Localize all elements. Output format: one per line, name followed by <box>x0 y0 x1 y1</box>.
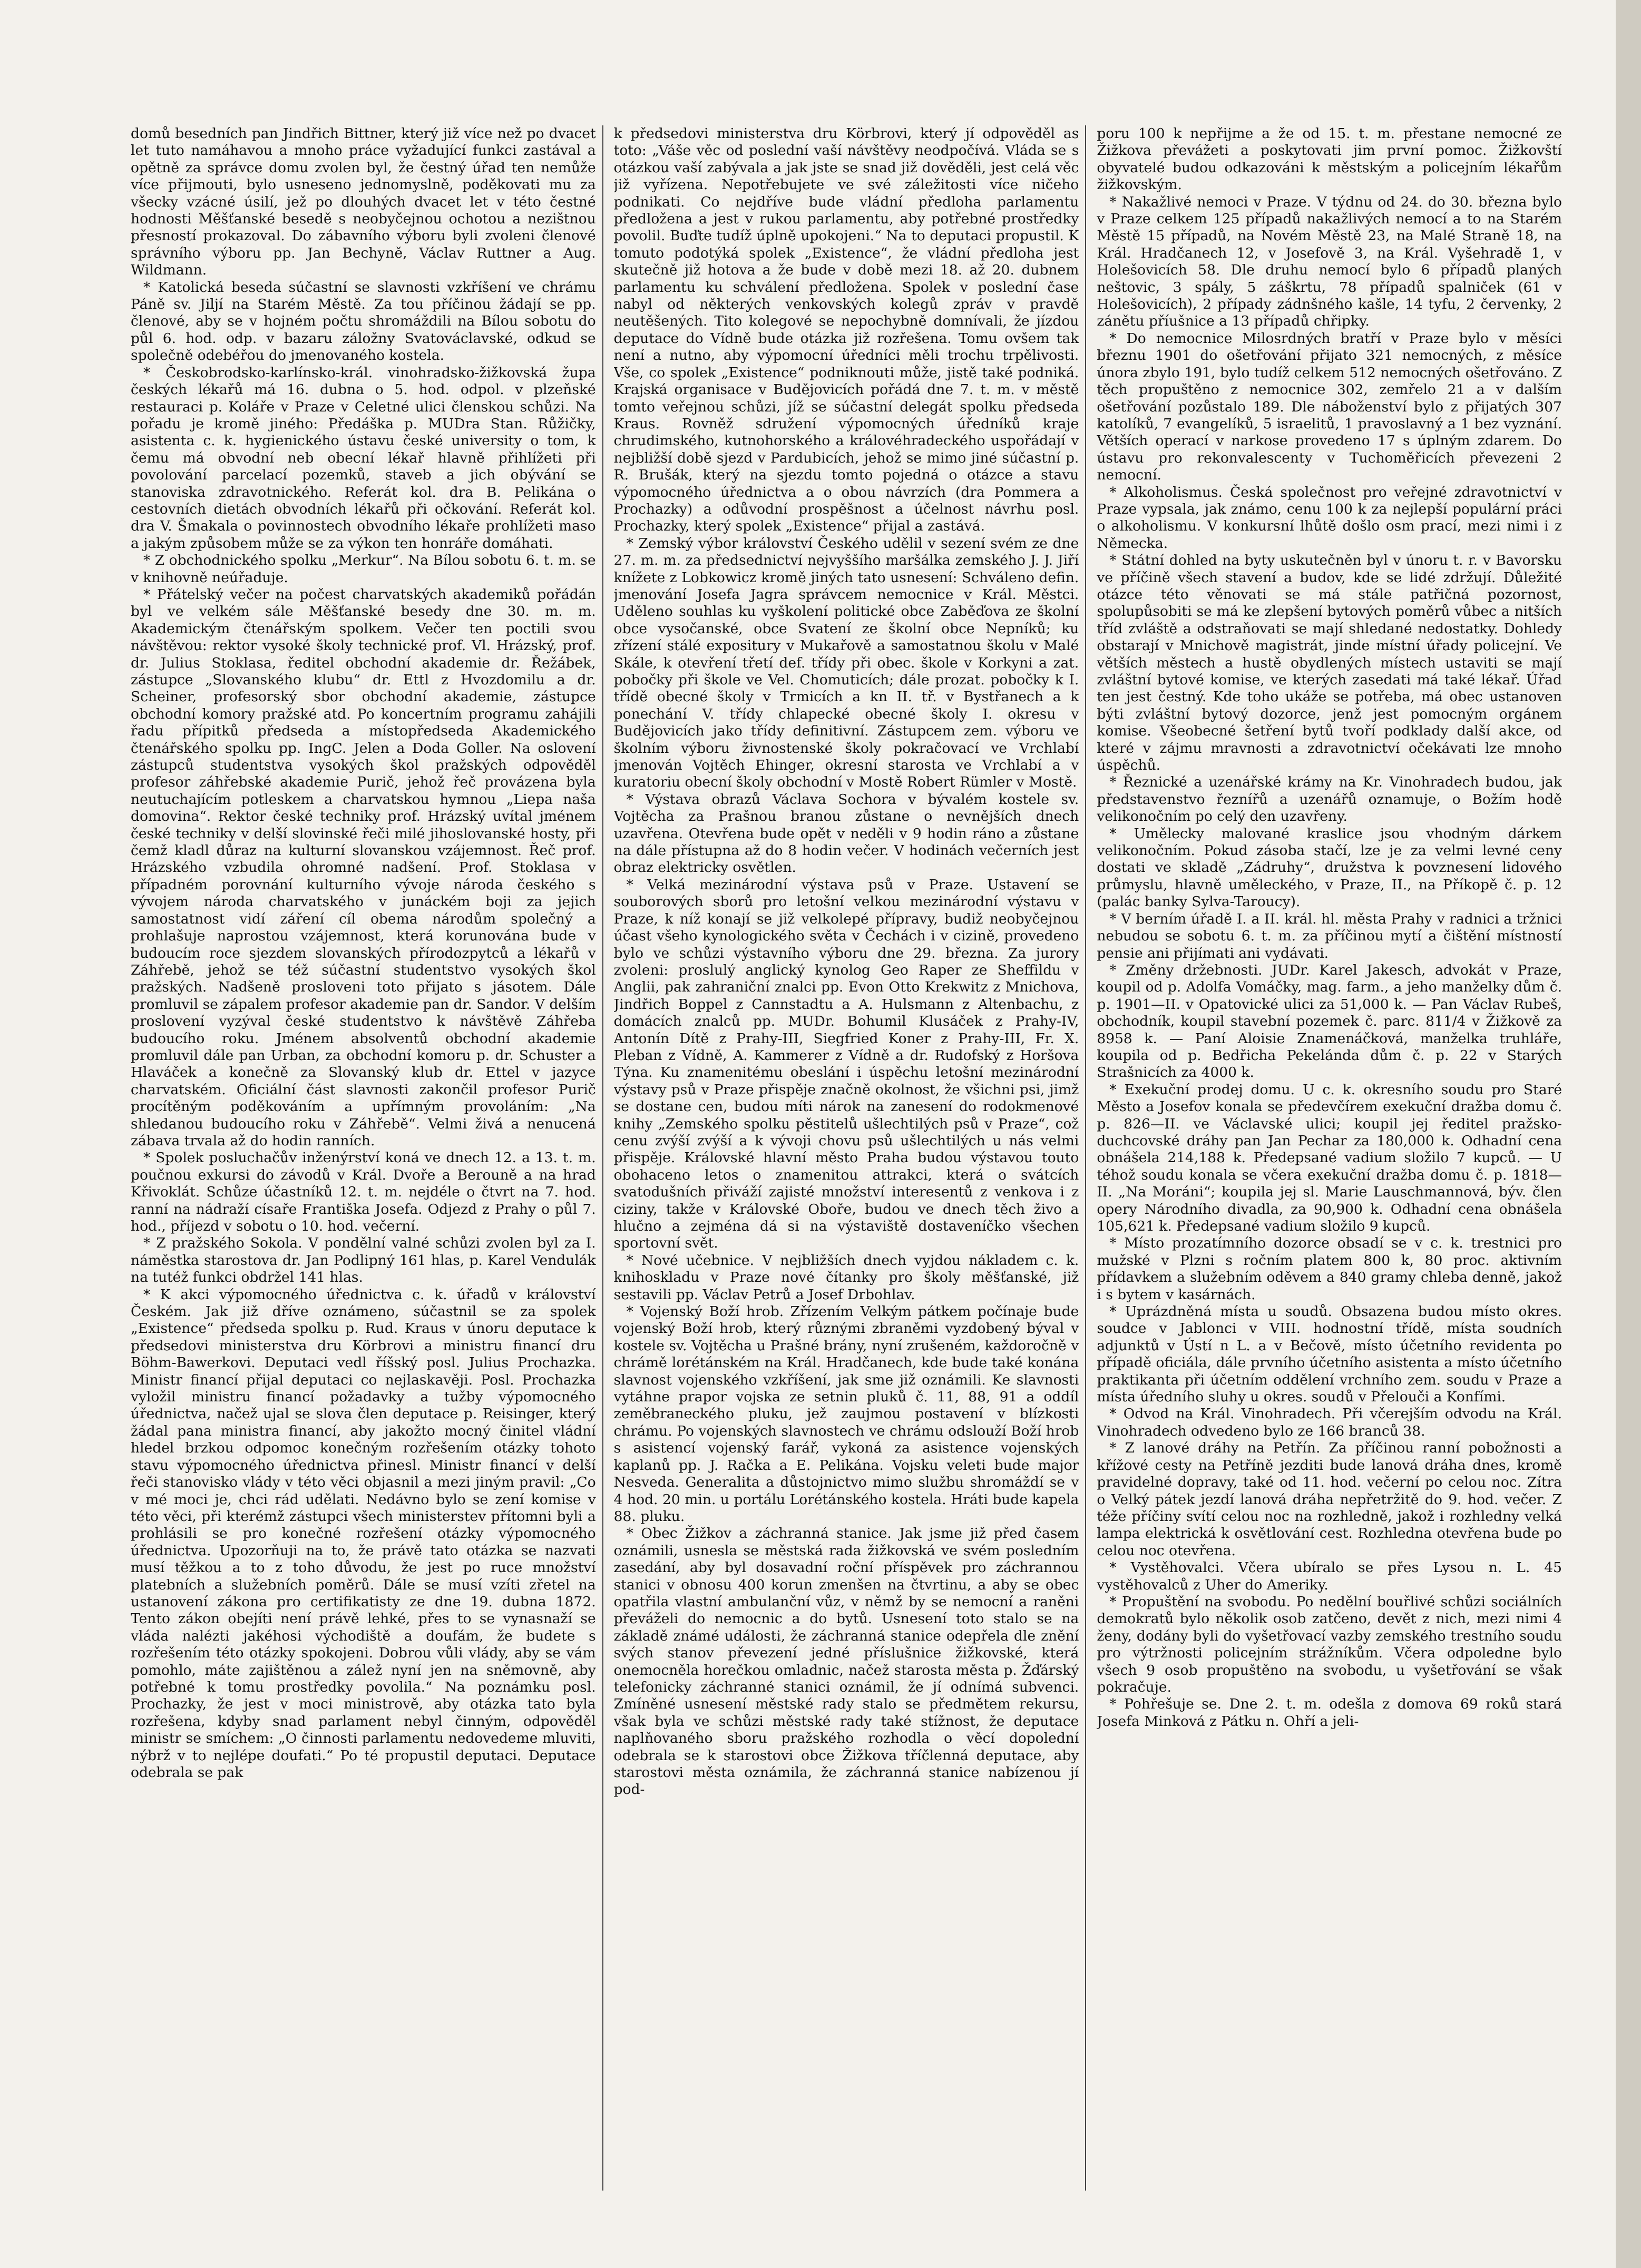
paragraph: * Obec Žižkov a záchranná stanice. Jak jsme již před časem oznámili, usnesla se městská rada žižkovská ve svém posledním zasedání, aby byl dosavadní roční příspěvek pro záchrannou stanici v obnosu 400 korun zmenšen na čtvrtinu, a aby se obec opatřila vlastní ambulanční vůz, v němž by se nemocní a raněni převáželi do nemocnic a do bytů. Usnesení toto stalo se na základě známé události, že záchranná stanice odepřela dle znění svých stanov převezení jedné příslušnice žižkovské, která onemocněla horečkou omladnic, načež starosta města p. Žďárský telefonicky záchranné stanici oznámil, že jí odnímá subvenci. Zmíněné usnesení městské rady stalo se předmětem rekursu, však byla ve schůzi městské rady také stížnost, že deputace naplňovaného sboru pražského rozhodla o věcí dopolední odebrala se k starostovi obce Žižkova tříčlenná deputace, aby starostovi města oznámila, že záchranná stanice nabízenou jí pod- <box>613 1525 1079 1798</box>
paragraph: * Do nemocnice Milosrdných bratří v Praze bylo v měsíci březnu 1901 do ošetřování přijato 321 nemocných, z měsíce února zbylo 191, bylo tudíž celkem 512 nemocných ošetřováno. Z těch propuštěno z nemocnice 302, zemřelo 21 a v dalším ošetřování pozůstalo 189. Dle náboženství bylo z přijatých 307 katolíků, 7 evangelíků, 5 israelitů, 1 pravoslavný a 1 bez vyznání. Větších operací v narkose provedeno 17 s úplným zdarem. Do ústavu pro rekonvalescenty v Tuchoměřicích převezeni 2 nemocní. <box>1097 330 1562 484</box>
column-1 <box>131 125 603 2191</box>
paragraph: * Vojenský Boží hrob. Zřízením Velkým pátkem počínaje bude vojenský Boží hrob, který různými zbraněmi vyzdobený býval v kostele sv. Vojtěcha u Prašné brány, nyní zrušeném, každoročně v chrámě lorétánském na Král. Hradčanech, kde bude také konána slavnost vojenského vzkříšení, jak sme již oznámili. Ke slavnosti vytáhne prapor vojska ze setnin pluků č. 11, 88, 91 a oddíl zeměbraneckého pluku, jež zaujmou postavení v blízkosti chrámu. Po vojenských slavnostech ve chrámu odslouží Boží hrob s asistencí vojenský farář, vykoná za asistence vojenských kaplanů pp. J. Račka a E. Pelikána. Vojsku veleti bude major Nesveda. Generalita a důstojnictvo mimo službu shromáždí se v 4 hod. 20 min. u portálu Lorétánského kostela. Hráti bude kapela 88. pluku. <box>613 1303 1079 1525</box>
paragraph: * Odvod na Král. Vinohradech. Při včerejším odvodu na Král. Vinohradech odvedeno bylo ze 166 branců 38. <box>1097 1406 1562 1439</box>
paragraph: domů besedních pan Jindřich Bittner, který již více než po dvacet let tuto namáhavou a mnoho práce vyžadující funkci zastával a opětně za správce domu zvolen byl, že čestný úřad ten nemůže více přijmouti, bylo usneseno jednomyslně, poděkovati mu za všecky vzácné úsilí, jež po dlouhých dvacet let v této čestné hodnosti Měšťanské besedě s neobyčejnou ochotou a nezištnou přesností prokazoval. Do zábavního výboru byli zvoleni členové správního výboru pp. Jan Bechyně, Václav Ruttner a Aug. Wildmann. <box>131 125 596 279</box>
paragraph: * Exekuční prodej domu. U c. k. okresního soudu pro Staré Město a Josefov konala se předevčírem exekuční dražba domu č. p. 826—II. ve Václavské ulici; koupil jej ředitel pražsko-duchcovské dráhy pan Jan Pechar za 180,000 k. Odhadní cena obnášela 214,188 k. Předepsané vadium složilo 7 kupců. — U téhož soudu konala se včera exekuční dražba domu č. p. 1818—II. „Na Moráni“; koupila jej sl. Marie Lauschmannová, býv. člen opery Národního divadla, za 90,900 k. Odhadní cena obnášela 105,621 k. Předepsané vadium složilo 9 kupců. <box>1097 1081 1562 1234</box>
paragraph: * Přátelský večer na počest charvatských akademiků pořádán byl ve velkém sále Měšťanské besedy dne 30. m. m. Akademickým čtenářským spolkem. Večer ten poctili svou návštěvou: rektor vysoké školy technické prof. Vl. Hrázský, prof. dr. Julius Stoklasa, ředitel obchodní akademie dr. Řežábek, zástupce „Slovanského klubu“ dr. Ettl z Hvozdomilu a dr. Scheiner, profesorský sbor obchodní akademie, zástupce obchodní komory pražské atd. Po koncertním programu zahájili řadu přípitků předseda a místopředseda Akademického čtenářského spolku pp. IngC. Jelen a Doda Goller. Na oslovení zástupců studentstva vysokých škol pražských odpověděl profesor záhřebské akademie Purič, jehož řeč provázena byla neutuchajícím potleskem a charvatskou hymnou „Liepa naša domovina“. Rektor české techniky prof. Hrázský uvítal jménem české techniky v delší slovinské řeči milé jihoslovanské hosty, při čemž kladl důraz na kulturní slovanskou vzájemnost. Řeč prof. Hrázského vzbudila ohromné nadšení. Prof. Stoklasa v případném porovnání kulturního vývoje národa českého s vývojem národa charvatského v junáckém boji za jejich samostatnost vidí záření cíl obema národům společný a prohlašuje naprostou vzájemnost, která korunována bude v budoucím roce sjezdem slovanských přírodozpytců a lékařů v Záhřebě, jehož se též súčastní studentstvo vysokých škol pražských. Nadšeně prosloveni toto přijato s jásotem. Dále promluvil se zápalem profesor akademie pan dr. Sandor. V delším proslovení vyzýval české studentstvo k návštěvě Záhřeba budoucího roku. Jménem absolventů obchodní akademie promluvil dále pan Urban, za obchodní komoru p. dr. Schuster a Hlaváček a konečně za Slovanský klub dr. Ettel v jazyce charvatském. Oficiální část slavnosti zakončil profesor Purič procítěným poděkováním a upřímným provoláním: „Na shledanou budoucího roku v Záhřebě“. Velmi živá a nenucená zábava trvala až do hodin ranních. <box>131 586 596 1149</box>
paragraph: * Vystěhovalci. Včera ubíralo se přes Lysou n. L. 45 vystěhovalců z Uher do Ameriky. <box>1097 1559 1562 1593</box>
column-3 <box>1097 125 1562 2191</box>
newspaper-page <box>131 125 1562 2191</box>
paragraph: * Velká mezinárodní výstava psů v Praze. Ustavení se souborových sborů pro letošní velkou mezinárodní výstavu v Praze, k níž konají se již velkolepé přípravy, budiž neobyčejnou účast všeho kynologického světa v Čechách i v cizině, provedeno bylo ve schůzi výstavního výboru dne 29. března. Za jurory zvoleni: proslulý anglický kynolog Geo Raper ze Sheffildu v Anglii, pak zahraniční znalci pp. Evon Otto Krekwitz z Mnichova, Jindřich Boppel z Cannstadtu a A. Hulsmann z Altenbachu, z domácích znalců pp. MUDr. Bohumil Klusáček z Prahy-IV, Antonín Dítě z Prahy-III, Siegfried Koner z Prahy-III, Fr. X. Pleban z Vídně, A. Kammerer z Vídně a dr. Rudofský z Horšova Týna. Ku znamenitému obeslání i úspěchu letošní mezinárodní výstavy psů v Praze přispěje značně okolnost, že všichni psi, jimž se dostane cen, budou míti nárok na zanesení do rodokmenové knihy „Zemského spolku pěstitelů ušlechtilých psů v Praze“, což cenu zvýší zvýší a k vývoji chovu psů ušlechtilých u nás velmi přispěje. Královské hlavní město Praha budou výstavou touto obohaceno letos o znamenitou attrakci, která o svátcích svatodušních přiváží zajisté množství interesentů z venkova i z ciziny, takže v Královské Oboře, budou ve dnech těch živo a hlučno a zejména dá si na výstaviště dostaveníčko všechen sportovní svět. <box>613 876 1079 1252</box>
paragraph: * Nakažlivé nemoci v Praze. V týdnu od 24. do 30. března bylo v Praze celkem 125 případů nakažlivých nemocí a to na Starém Městě 15 případů, na Novém Městě 23, na Malé Straně 18, na Král. Hradčanech 12, v Josefově 3, na Král. Vyšehradě 1, v Holešovicích 58. Dle druhu nemocí bylo 6 případů planých neštovic, 3 spály, 5 záškrtu, 78 případů spalniček (61 v Holešovicích), 2 případy zádnšného kašle, 14 tyfu, 2 červenky, 2 zánětu příušnice a 13 případů chřipky. <box>1097 193 1562 330</box>
paragraph: * K akci výpomocného úřednictva c. k. úřadů v království Českém. Jak již dříve oznámeno, súčastnil se za spolek „Existence“ předseda spolku p. Rud. Kraus v únoru deputace k předsedovi ministerstva dru Körbrovi a ministru financí dru Böhm-Bawerkovi. Deputaci vedl říšský posl. Julius Prochazka. Ministr financí přijal deputaci co nejlaskavěji. Posl. Prochazka vyložil ministru financí požadavky a tužby výpomocného úřednictva, načež ujal se slova člen deputace p. Reisinger, který žádal pana ministra financí, aby jakožto mocný činitel vládní hledel brzkou odpomoc konečným rozřešením otázky tohoto stavu výpomocného úřednictva přinesl. Ministr financí v delší řeči stanovisko vlády v této věci objasnil a mezi jiným pravil: „Co v mé moci je, chci rád udělati. Nedávno bylo se zení komise v této věci, při kterémž zástupci všech ministerstev přítomni byli a prohlásili se pro konečné rozřešení otázky výpomocného úřednictva. Upozorňuji na to, že právě tato otázka se nazvati musí těžkou a to z toho důvodu, že jest po ruce množství platebních a služebních poměrů. Dále se musí vzíti zřetel na ustanovení zákona pro certifikatisty ze dne 19. dubna 1872. Tento zákon obejíti není právě lehké, přes to se vynasnaží se vláda nalézti jakéhosi východiště a doufám, že budete s rozřešením této otázky spokojeni. Dobrou vůli vlády, aby se vám pomohlo, máte zajištěnou a zálež nyní jen na sněmovně, aby potřebné k tomu prostředky povolila.“ Na poznámku posl. Prochazky, že jest v moci ministrově, aby otázka tato byla rozřešena, kdyby snad parlament nebyl činným, odpověděl ministr se smíchem: „O činnosti parlamentu nedovedeme mluviti, nýbrž v to nejlépe doufati.“ Po té propustil deputaci. Deputace odebrala se pak <box>131 1286 596 1781</box>
paragraph: * Zemský výbor království Českého udělil v sezení svém ze dne 27. m. m. za předsednictví nejvyššího maršálka zemského J. J. Jiří knížete z Lobkowicz kromě jiných tato usnesení: Schváleno defin. jmenování Josefa Jagra správcem nemocnice v Král. Městci. Uděleno souhlas ku vyškolení politické obce Zaběďova ze školní obce vysočanské, obce Svatení ze školní obce Nepníků; ku zřízení stálé expositury v Mukařově a samostatnou školu v Malé Skále, k otevření třetí def. třídy při obec. škole v Korkyni a zat. pobočky při škole ve Vel. Chomuticích; dále prozat. pobočky k I. třídě obecné školy v Trmicích a kn II. tř. v Bystřanech a k ponechání V. třídy chlapecké obecné školy I. okresu v Budějovicích jako třídy definitivní. Zástupcem zem. výboru ve školním výboru živnostenské školy pokračovací ve Vrchlabí jmenován Vojtěch Ehinger, okresní starosta ve Vrchlabí a v kuratoriu obecní školy obchodní v Mostě Robert Rümler v Mostě. <box>613 535 1079 791</box>
paragraph: k předsedovi ministerstva dru Körbrovi, který jí odpověděl as toto: „Váše věc od poslední vaší návštěvy neodpočívá. Vláda se s otázkou vaší zabývala a jak jste se snad již dověděli, jest celá věc již vyřízena. Nepotřebujete ve své záležitosti více ničeho podnikati. Co nejdříve bude vládní předloha parlamentu předložena a jest v rukou parlamentu, aby potřebné prostředky povolil. Buďte tudíž úplně upokojeni.“ Na to deputaci propustil. K tomuto podotýká spolek „Existence“, že vládní předloha jest skutečně již hotova a že bude v době mezi 18. až 20. dubnem parlamentu ku schválení předložena. Spolek v poslední čase nabyl od některých venkovských kolegů zpráv v pravdě neutěšených. Tito kolegové se nepochybně domnívali, že jízdou deputace do Vídně bude otázka již rozřešena. Tomu ovšem tak není a nutno, aby výpomocní úředníci měli trochu trpělivosti. Vše, co spolek „Existence“ podniknouti může, jistě také podniká. Krajská organisace v Budějovicích pořádá dne 7. t. m. v městě tomto veřejnou schůzi, jíž se súčastní delegát spolku předseda Kraus. Rovněž sdružení výpomocných úředníků kraje chrudimského, kutnohorského a královéhradeckého uspořádají v nejbližší době sjezd v Pardubicích, jehož se mimo jiné súčastní p. R. Brušák, který na sjezdu tomto pojedná o otázce a stavu výpomocného úřednictva a o obou návrzích (dra Pommera a Prochazky) a odůvodní prospěšnost a účelnost návrhu posl. Prochazky, který spolek „Existence“ přijal a zastává. <box>613 125 1079 535</box>
paragraph: * Nové učebnice. V nejbližších dnech vyjdou nákladem c. k. knihoskladu v Praze nové čítanky pro školy měšťanské, již sestavili pp. Václav Petrů a Josef Drbohlav. <box>613 1252 1079 1303</box>
paragraph: * Změny držebnosti. JUDr. Karel Jakesch, advokát v Praze, koupil od p. Adolfa Vomáčky, mag. farm., a jeho manželky dům č. p. 1901—II. v Opatovické ulici za 51,000 k. — Pan Václav Rubeš, obchodník, koupil stavební pozemek č. parc. 811/4 v Žižkově za 8958 k. — Paní Aloisie Znamenáčková, manželka truhláře, koupila od p. Bedřicha Pekelánda dům č. p. 22 v Starých Strašnicích za 4000 k. <box>1097 961 1562 1081</box>
paragraph: * Spolek posluchačův inženýrství koná ve dnech 12. a 13. t. m. poučnou exkursi do závodů v Král. Dvoře a Berouně a na hrad Křivoklát. Schůze účastníků 12. t. m. nejdéle o čtvrt na 7. hod. ranní na nádraží císaře Františka Josefa. Odjezd z Prahy o půl 7. hod., příjezd v sobotu o 10. hod. večerní. <box>131 1150 596 1234</box>
column-2 <box>614 125 1087 2191</box>
paragraph: * Katolická beseda súčastní se slavnosti vzkříšení ve chrámu Páně sv. Jiljí na Starém Městě. Za tou příčinou žádají se pp. členové, aby se v hojném počtu shromáždili na Bílou sobotu do půl 6. hod. odp. v bazaru záložny Svatováclavské, odkud se společně odebéřou do jmenovaného kostela. <box>131 279 596 364</box>
page-edge <box>1616 0 1641 2268</box>
paragraph: * Státní dohled na byty uskutečněn byl v únoru t. r. v Bavorsku ve příčině všech stavení a budov, kde se lidé zdržují. Důležité otázce této věnovati se má stále patřičná pozornost, spolupůsobiti se má ke zlepšení bytových poměrů vůbec a nitších tříd zvláště a odstraňovati se mají shledané nedostatky. Dohledy obstarají v Mnichově magistrát, jinde místní úřady policejní. Ve větších městech a hustě obydlených místech ustaviti se mají zvláštní bytové komise, ve kterých zasedati má také lékař. Úřad ten jest čestný. Kde toho ukáže se potřeba, má obec ustanoven býti zvláštní bytový dozorce, jenž jest pomocným orgánem komise. Všeobecné šetření bytů tvoří podklady další akce, od které v zájmu mravnosti a zdravotnictví očekávati lze mnoho úspěchů. <box>1097 552 1562 774</box>
paragraph: * Místo prozatímního dozorce obsadí se v c. k. trestnici pro mužské v Plzni s ročním platem 800 k, 80 proc. aktivním přídavkem a služebním oděvem a 840 gramy chleba denně, jakož i s bytem v kasárnách. <box>1097 1235 1562 1303</box>
paragraph: * Českobrodsko-karlínsko-král. vinohradsko-žižkovská župa českých lékařů má 16. dubna o 5. hod. odpol. v plzeňské restauraci p. Koláře v Praze v Celetné ulici členskou schůzi. Na pořadu je kromě jiného: Předáška p. MUDra Stan. Růžičky, asistenta c. k. hygienického ústavu české university o tom, k čemu má obvodní neb obecní lékař hlavně přihlížeti při povolování parcelací pozemků, staveb a jich obývání se stanoviska zdravotnického. Referát kol. dra B. Pelikána o cestovních dietách obvodních lékařů při očkování. Referát kol. dra V. Šmakala o povinnostech obvodního lékaře prohlížeti maso a jakým způsobem může se za výkon ten honráře domáhati. <box>131 364 596 552</box>
paragraph: * Propuštění na svobodu. Po nedělní bouřlivé schůzi sociálních demokratů bylo několik osob zatčeno, devět z nich, mezi nimi 4 ženy, dodány byli do vyšetřovací vazby zemského trestního soudu pro výtržnosti policejním strážníkům. Včera odpoledne bylo všech 9 osob propuštěno na svobodu, u vyšetřování se však pokračuje. <box>1097 1593 1562 1695</box>
paragraph: * Výstava obrazů Václava Sochora v bývalém kostele sv. Vojtěcha za Prašnou branou zůstane o nevnějších dnech uzavřena. Otevřena bude opět v neděli v 9 hodin ráno a zůstane na dále přístupna až do 8 hodin večer. V hodinách večerních jest obraz elektricky osvětlen. <box>613 791 1079 876</box>
paragraph: * Z pražského Sokola. V pondělní valné schůzi zvolen byl za I. náměstka starostova dr. Jan Podlipný 161 hlas, p. Karel Vendulák na tutéž funkci obdržel 141 hlas. <box>131 1235 596 1286</box>
paragraph: * Z lanové dráhy na Petřín. Za příčinou ranní pobožnosti a křížové cesty na Petříně jezditi bude lanová dráha dnes, kromě pravidelné dopravy, také od 11. hod. večerní po celou noc. Zítra o Velký pátek jezdí lanová dráha nepřetržitě do 9. hod. večer. Z téže příčiny svítí celou noc na rozhledně, jakož i rozhledny velká lampa elektrická k osvětlování cest. Rozhledna otevřena bude po celou noc otevřena. <box>1097 1440 1562 1559</box>
paragraph: * Uprázdněná místa u soudů. Obsazena budou místo okres. soudce v Jablonci v VIII. hodnostní třídě, místa soudních adjunktů v Ústí n L. a v Bečově, místo účetního revidenta po případě oficiála, dále prvního účetního asistenta a místo účetního praktikanta při účetním oddělení vrchního zem. soudu v Praze a místa úředního sluhy u okres. soudů v Přelouči a Konfími. <box>1097 1303 1562 1406</box>
paragraph: poru 100 k nepřijme a že od 15. t. m. přestane nemocné ze Žižkova převážeti a poskytovati jim první pomoc. Žižkovští obyvatelé budou odkazováni k městským a policejním lékařům žižkovským. <box>1097 125 1562 193</box>
paragraph: * Pohřešuje se. Dne 2. t. m. odešla z domova 69 roků stará Josefa Minková z Pátku n. Ohří a jeli- <box>1097 1696 1562 1730</box>
paragraph: * Alkoholismus. Česká společnost pro veřejné zdravotnictví v Praze vypsala, jak známo, cenu 100 k za nejlepší populární práci o alkoholismu. V konkursní lhůtě došlo osm prací, mezi nimi i z Německa. <box>1097 484 1562 552</box>
paragraph: * Řeznické a uzenářské krámy na Kr. Vinohradech budou, jak představenstvo řeznířů a uzenářů oznamuje, o Božím hodě velikonočním po celý den uzavřeny. <box>1097 774 1562 825</box>
paragraph: * Z obchodnického spolku „Merkur“. Na Bílou sobotu 6. t. m. se v knihovně neúřaduje. <box>131 552 596 586</box>
paragraph: * V berním úřadě I. a II. král. hl. města Prahy v radnici a tržnici nebudou se sobotu 6. t. m. za příčinou mytí a čištění místností pensie ani přijímati ani vydávati. <box>1097 910 1562 961</box>
paragraph: * Umělecky malované kraslice jsou vhodným dárkem velikonočním. Pokud zásoba stačí, lze je za velmi levné ceny dostati ve skladě „Zádruhy“, družstva k povznesení lidového průmyslu, hlavně uměleckého, v Praze, II., na Příkopě č. p. 12 (palác banky Sylva-Taroucy). <box>1097 825 1562 910</box>
